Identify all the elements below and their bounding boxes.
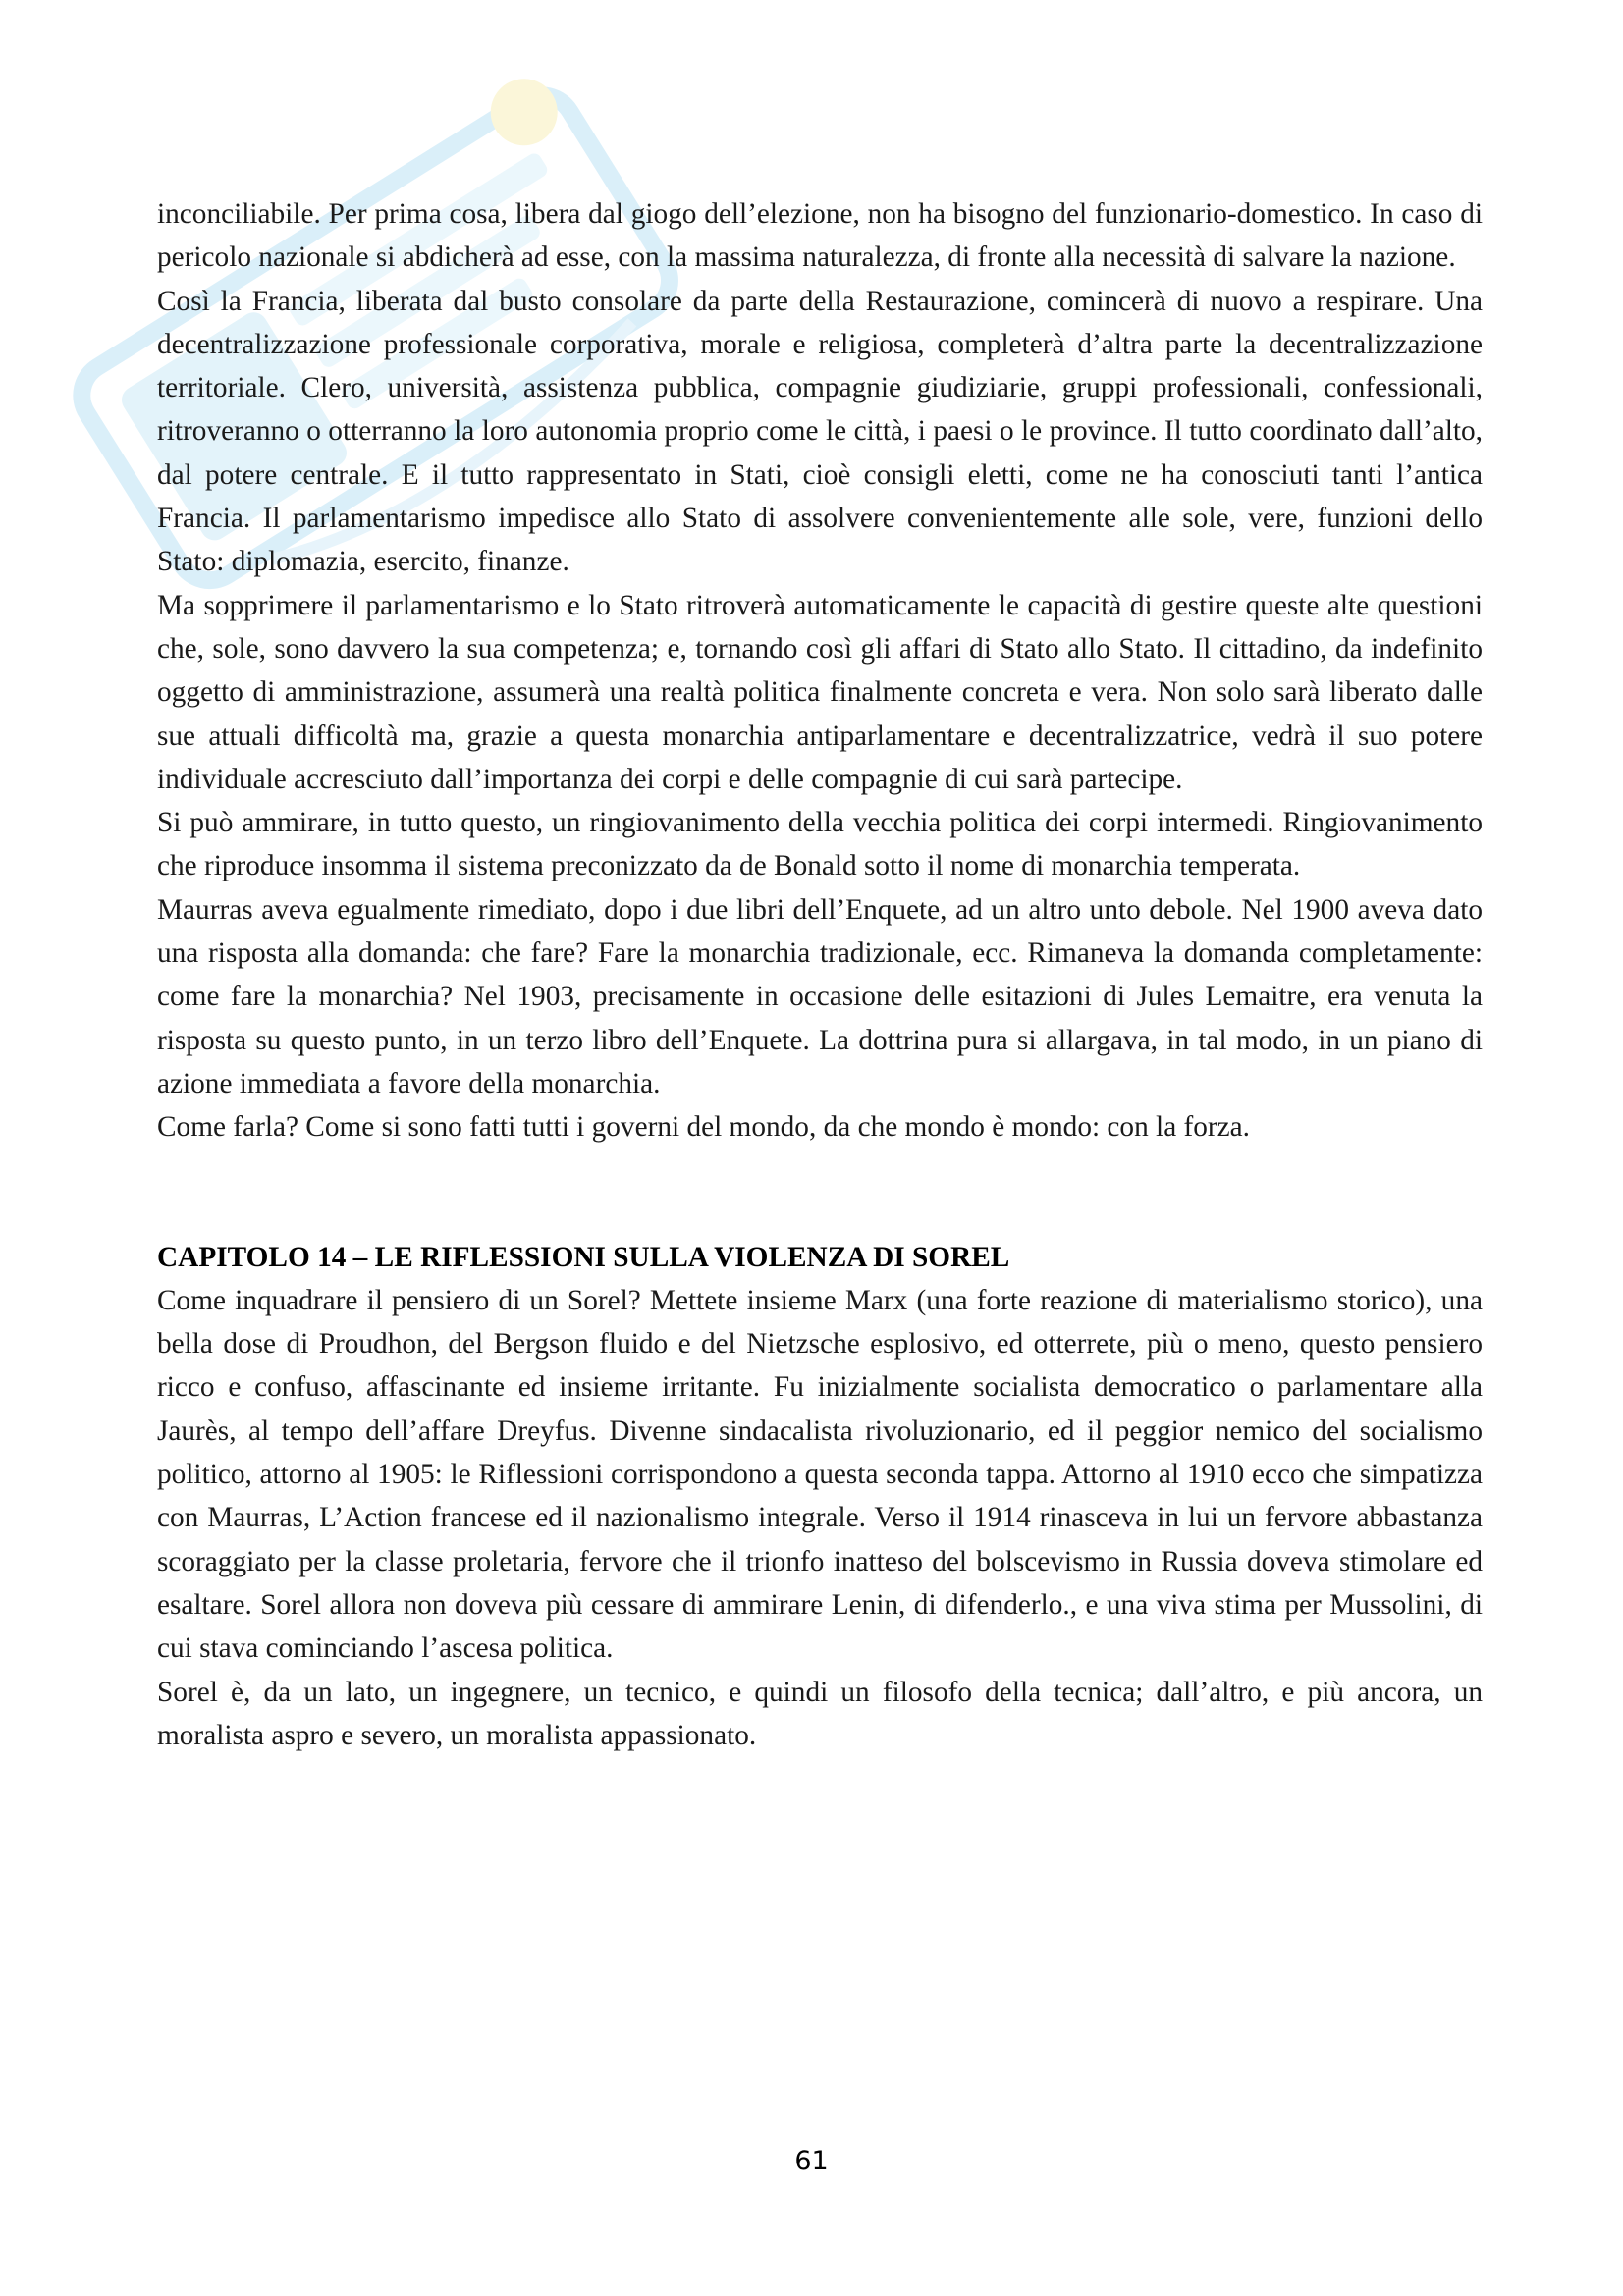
- paragraph: Come farla? Come si sono fatti tutti i governi del mondo, da che mondo è mondo: con la forza.: [157, 1111, 1251, 1144]
- paragraph: Come inquadrare il pensiero di un Sorel? Mettete insieme Marx (una forte reazione di materialismo storico), una bella dose di Proudhon, del Bergson fluido e del Nietzsche esplosivo, ed otterrete, più o meno, questo pensiero ricco e confuso, affascinante ed insieme irritante. Fu inizialmente socialista democratico o parlamentare alla Jaurès, al tempo dell’affare Dreyfus. Divenne sindacalista rivoluzionario, ed il peggior nemico del socialismo politico, attorno al 1905: le Riflessioni corrispondono a questa seconda tappa. Attorno al 1910 ecco che simpatizza con Maurras, L’Action francese ed il nazionalismo integrale. Verso il 1914 rinasceva in lui un fervore abbastanza scoraggiato per la classe proletaria, fervore che il trionfo inatteso del bolscevismo in Russia doveva stimolare ed esaltare. Sorel allora non doveva più cessare di ammirare Lenin, di difenderlo., e una viva stima per Mussolini, di cui stava cominciando l’ascesa politica.: [157, 1284, 1483, 1665]
- paragraph: Ma sopprimere il parlamentarismo e lo Stato ritroverà automaticamente le capacità di gestire queste alte questioni che, sole, sono davvero la sua competenza; e, tornando così gli affari di Stato allo Stato. Il cittadino, da indefinito oggetto di amministrazione, assumerà una realtà politica finalmente concreta e vera. Non solo sarà liberato dalle sue attuali difficoltà ma, grazie a questa monarchia antiparlamentare e decentralizzatrice, vedrà il suo potere individuale accresciuto dall’importanza dei corpi e delle compagnie di cui sarà partecipe.: [157, 589, 1483, 795]
- paragraph: Maurras aveva egualmente rimediato, dopo i due libri dell’Enquete, ad un altro unto debole. Nel 1900 aveva dato una risposta alla domanda: che fare? Fare la monarchia tradizionale, ecc. Rimaneva la domanda completamente: come fare la monarchia? Nel 1903, precisamente in occasione delle esitazioni di Jules Lemaitre, era venuta la risposta su questo punto, in un terzo libro dell’Enquete. La dottrina pura si allargava, in tal modo, in un piano di azione immediata a favore della monarchia.: [157, 893, 1483, 1099]
- page-number: 61: [794, 2146, 829, 2176]
- chapter-heading: CAPITOLO 14 – LE RIFLESSIONI SULLA VIOLENZA DI SOREL: [157, 1241, 1010, 1273]
- paragraph: Sorel è, da un lato, un ingegnere, un tecnico, e quindi un filosofo della tecnica; dall’altro, e più ancora, un moralista aspro e severo, un moralista appassionato.: [157, 1676, 1483, 1751]
- paragraph: Così la Francia, liberata dal busto consolare da parte della Restaurazione, comincerà di nuovo a respirare. Una decentralizzazione professionale corporativa, morale e religiosa, completerà d’altra parte la decentralizzazione territoriale. Clero, università, assistenza pubblica, compagnie giudiziarie, gruppi professionali, confessionali, ritroveranno o otterranno la loro autonomia proprio come le città, i paesi o le province. Il tutto coordinato dall’alto, dal potere centrale. E il tutto rappresentato in Stati, cioè consigli eletti, come ne ha conosciuti tanti l’antica Francia. Il parlamentarismo impedisce allo Stato di assolvere convenientemente alle sole, vere, funzioni dello Stato: diplomazia, esercito, finanze.: [157, 285, 1483, 578]
- page-body: [157, 192, 1483, 1757]
- paragraph: inconciliabile. Per prima cosa, libera dal giogo dell’elezione, non ha bisogno del funzionario-domestico. In caso di pericolo nazionale si abdicherà ad esse, con la massima naturalezza, di fronte alla necessità di salvare la nazione.: [157, 198, 1483, 274]
- paragraph: Si può ammirare, in tutto questo, un ringiovanimento della vecchia politica dei corpi intermedi. Ringiovanimento che riproduce insomma il sistema preconizzato da de Bonald sotto il nome di monarchia temperata.: [157, 807, 1483, 882]
